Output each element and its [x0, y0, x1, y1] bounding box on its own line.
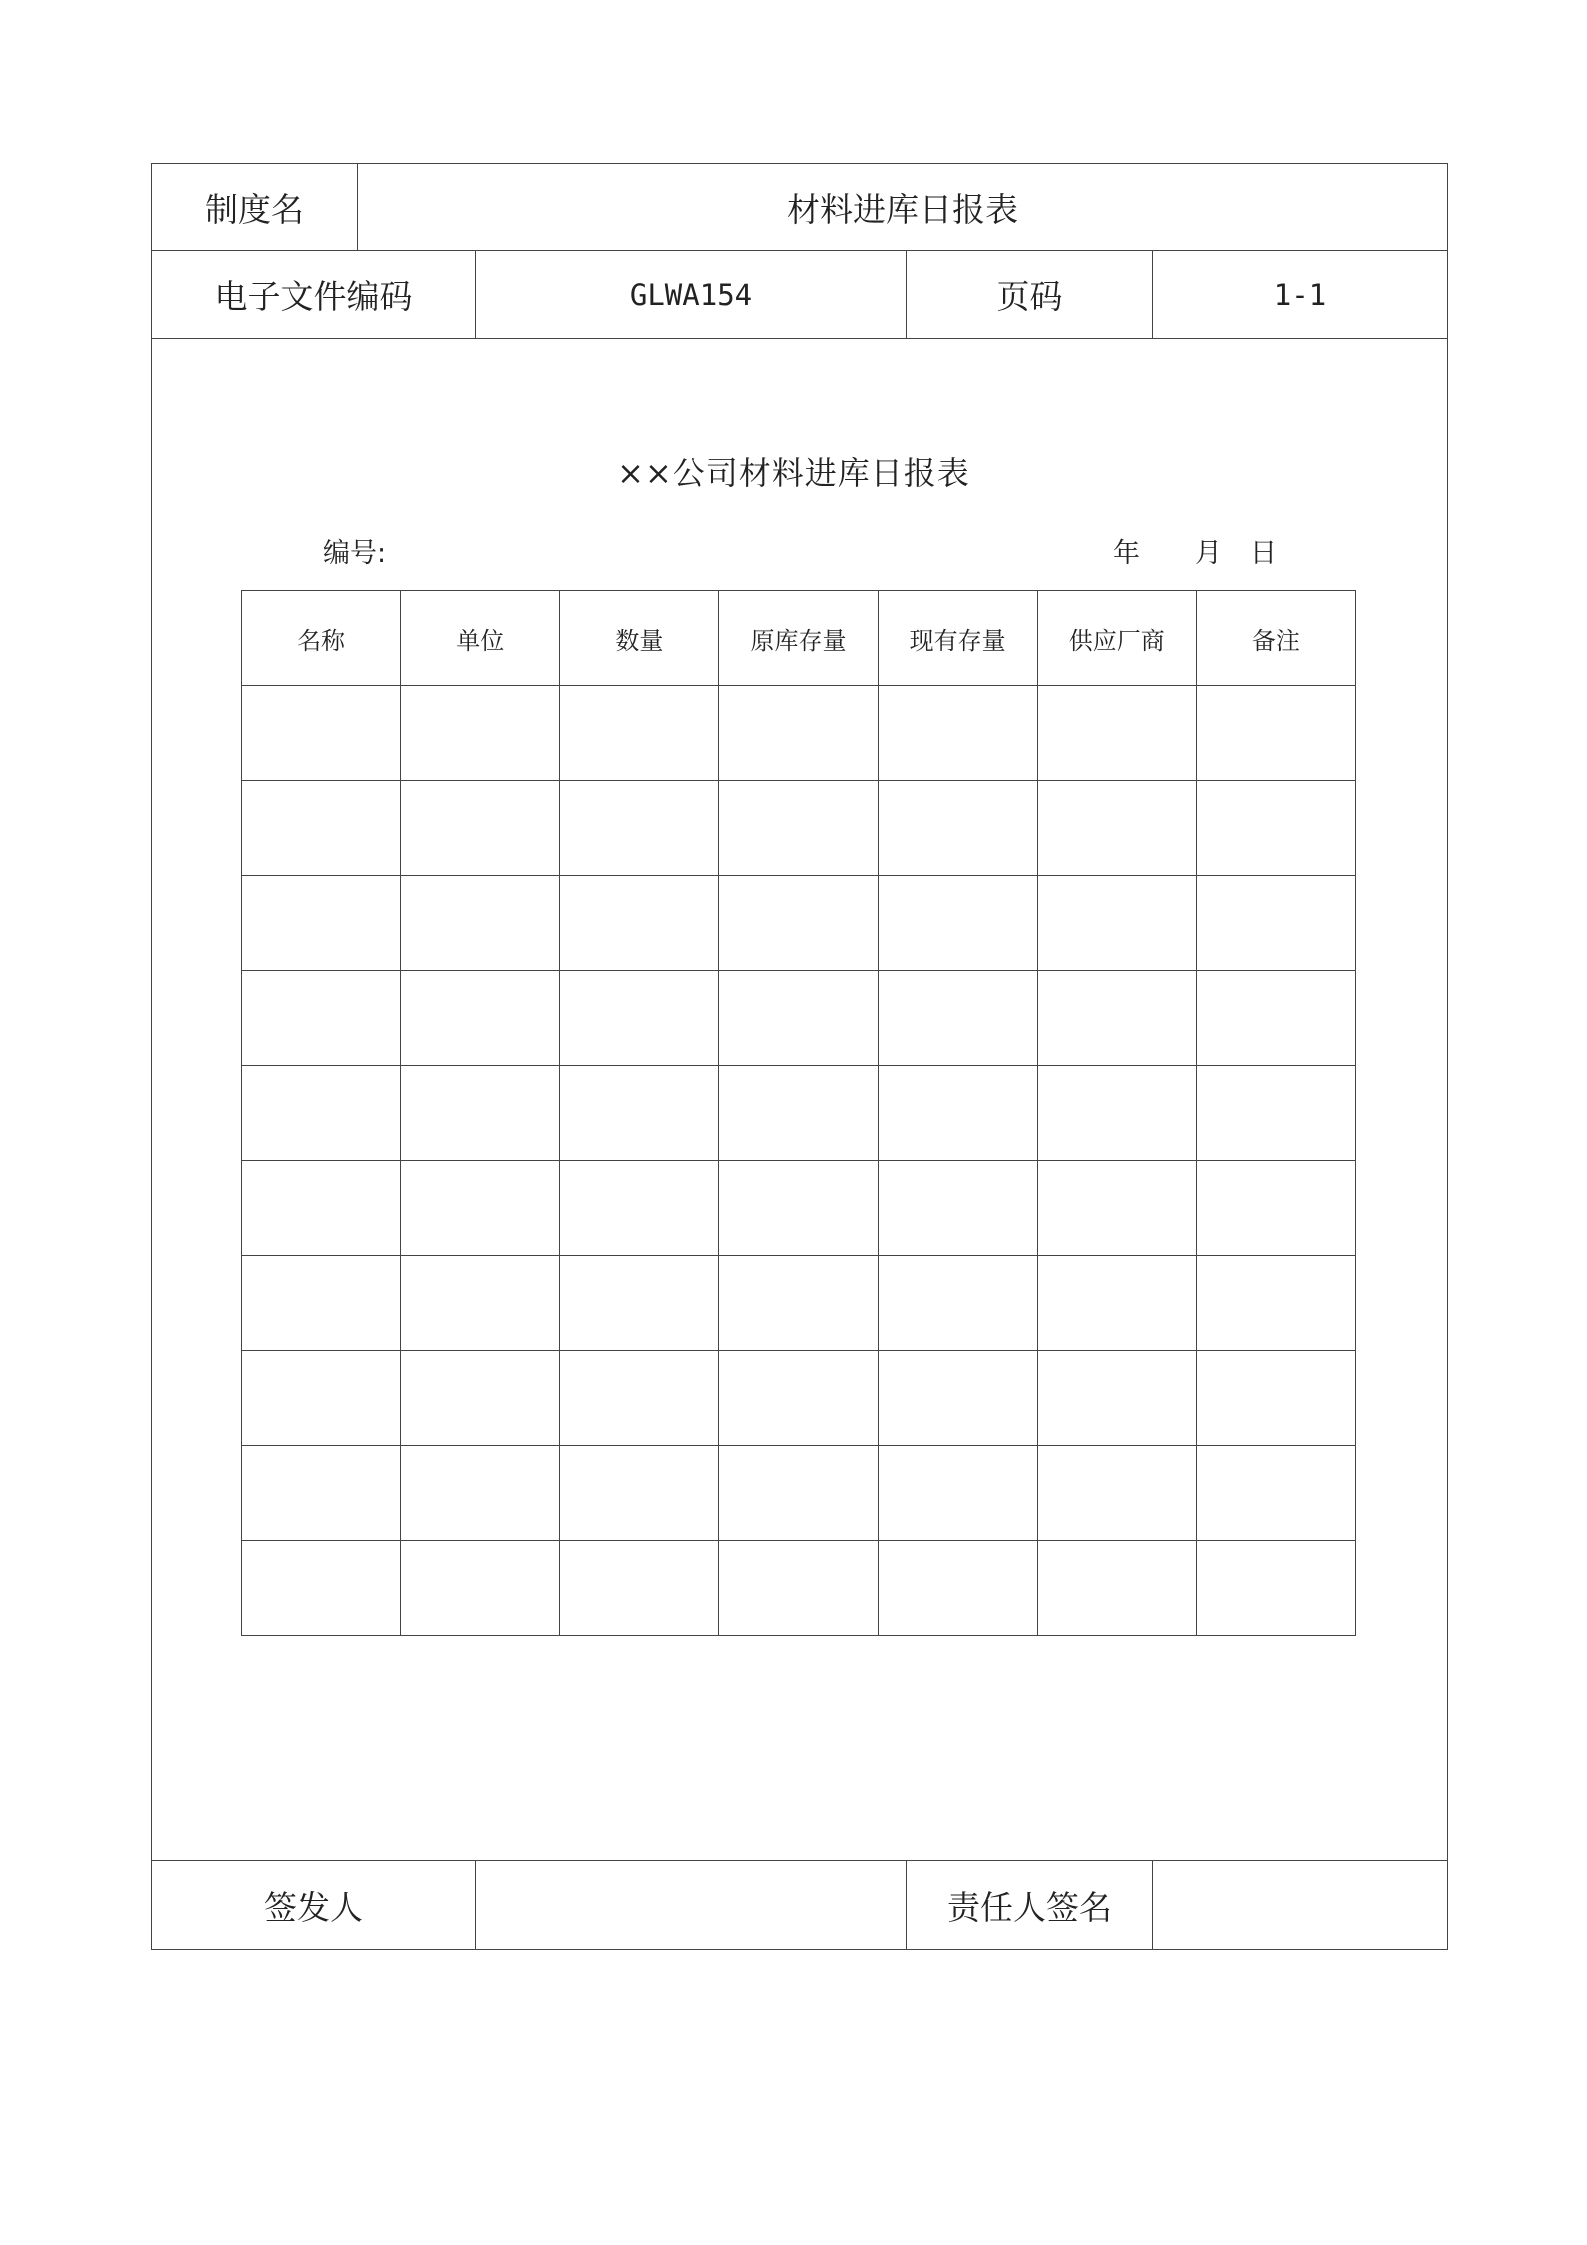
table-cell[interactable]	[878, 1351, 1037, 1446]
table-cell[interactable]	[1037, 1256, 1196, 1351]
system-name-label: 制度名	[152, 164, 358, 251]
table-cell[interactable]	[242, 1161, 401, 1256]
column-header-name: 名称	[242, 591, 401, 686]
table-cell[interactable]	[878, 1161, 1037, 1256]
table-cell[interactable]	[719, 1161, 878, 1256]
table-cell[interactable]	[719, 971, 878, 1066]
table-cell[interactable]	[1196, 1446, 1355, 1541]
month-label: 月	[1195, 538, 1222, 569]
table-row	[242, 781, 1356, 876]
table-cell[interactable]	[1037, 1066, 1196, 1161]
table-cell[interactable]	[878, 1256, 1037, 1351]
table-cell[interactable]	[1196, 971, 1355, 1066]
file-code-label: 电子文件编码	[152, 251, 476, 339]
table-cell[interactable]	[242, 686, 401, 781]
table-cell[interactable]	[719, 1256, 878, 1351]
table-cell[interactable]	[401, 1446, 560, 1541]
table-cell[interactable]	[1196, 1541, 1355, 1636]
table-cell[interactable]	[1037, 1446, 1196, 1541]
table-row	[242, 1161, 1356, 1256]
table-header-row	[242, 591, 1356, 686]
table-cell[interactable]	[1196, 1161, 1355, 1256]
table-cell[interactable]	[1037, 1541, 1196, 1636]
table-cell[interactable]	[719, 1066, 878, 1161]
table-row	[242, 1446, 1356, 1541]
table-cell[interactable]	[878, 686, 1037, 781]
table-row	[242, 1351, 1356, 1446]
table-body	[242, 686, 1356, 1636]
table-cell[interactable]	[242, 1541, 401, 1636]
table-cell[interactable]	[719, 686, 878, 781]
responsible-signature-value[interactable]	[1153, 1860, 1447, 1949]
table-cell[interactable]	[719, 1351, 878, 1446]
table-cell[interactable]	[878, 1066, 1037, 1161]
table-cell[interactable]	[401, 1256, 560, 1351]
table-cell[interactable]	[878, 781, 1037, 876]
table-cell[interactable]	[1196, 686, 1355, 781]
table-cell[interactable]	[1037, 1161, 1196, 1256]
table-cell[interactable]	[719, 781, 878, 876]
column-header-unit: 单位	[401, 591, 560, 686]
table-row	[242, 971, 1356, 1066]
table-cell[interactable]	[560, 1446, 719, 1541]
file-code-value: GLWA154	[476, 251, 907, 339]
number-label: 编号:	[323, 538, 387, 569]
table-cell[interactable]	[560, 1351, 719, 1446]
column-header-quantity: 数量	[560, 591, 719, 686]
table-row	[242, 1066, 1356, 1161]
table-cell[interactable]	[719, 1446, 878, 1541]
table-cell[interactable]	[401, 1066, 560, 1161]
table-cell[interactable]	[560, 1066, 719, 1161]
table-cell[interactable]	[719, 876, 878, 971]
table-cell[interactable]	[560, 971, 719, 1066]
table-cell[interactable]	[401, 781, 560, 876]
table-cell[interactable]	[401, 1541, 560, 1636]
table-cell[interactable]	[1037, 1351, 1196, 1446]
table-cell[interactable]	[242, 1256, 401, 1351]
table-cell[interactable]	[401, 686, 560, 781]
system-name-value: 材料进库日报表	[358, 164, 1447, 251]
table-cell[interactable]	[560, 1161, 719, 1256]
table-cell[interactable]	[1037, 781, 1196, 876]
table-cell[interactable]	[242, 876, 401, 971]
table-row	[242, 1256, 1356, 1351]
table-cell[interactable]	[401, 971, 560, 1066]
table-cell[interactable]	[1037, 686, 1196, 781]
table-cell[interactable]	[878, 1446, 1037, 1541]
table-cell[interactable]	[242, 781, 401, 876]
year-label: 年	[1113, 538, 1140, 569]
table-cell[interactable]	[560, 1256, 719, 1351]
table-cell[interactable]	[560, 686, 719, 781]
table-cell[interactable]	[719, 1541, 878, 1636]
table-cell[interactable]	[1037, 971, 1196, 1066]
table-cell[interactable]	[560, 876, 719, 971]
table-cell[interactable]	[1196, 876, 1355, 971]
page-label: 页码	[907, 251, 1153, 339]
table-row	[242, 686, 1356, 781]
form-title: ××公司材料进库日报表	[617, 454, 970, 492]
column-header-remarks: 备注	[1196, 591, 1355, 686]
table-cell[interactable]	[1196, 1256, 1355, 1351]
table-cell[interactable]	[401, 1351, 560, 1446]
table-row	[242, 876, 1356, 971]
table-cell[interactable]	[560, 781, 719, 876]
table-cell[interactable]	[1196, 1351, 1355, 1446]
table-cell[interactable]	[401, 1161, 560, 1256]
table-cell[interactable]	[878, 971, 1037, 1066]
day-label: 日	[1250, 538, 1277, 569]
table-cell[interactable]	[1196, 1066, 1355, 1161]
material-intake-table	[241, 590, 1356, 1636]
table-cell[interactable]	[242, 1066, 401, 1161]
table-cell[interactable]	[242, 1351, 401, 1446]
responsible-signature-label: 责任人签名	[907, 1860, 1153, 1949]
table-cell[interactable]	[560, 1541, 719, 1636]
table-cell[interactable]	[242, 971, 401, 1066]
column-header-supplier: 供应厂商	[1037, 591, 1196, 686]
column-header-original-stock: 原库存量	[719, 591, 878, 686]
column-header-current-stock: 现有存量	[878, 591, 1037, 686]
table-cell[interactable]	[401, 876, 560, 971]
page-value: 1-1	[1153, 251, 1447, 339]
issuer-value[interactable]	[476, 1860, 907, 1949]
table-row	[242, 1541, 1356, 1636]
table-cell[interactable]	[878, 1541, 1037, 1636]
table-cell[interactable]	[878, 876, 1037, 971]
issuer-label: 签发人	[152, 1860, 476, 1949]
table-cell[interactable]	[242, 1446, 401, 1541]
table-cell[interactable]	[1196, 781, 1355, 876]
table-cell[interactable]	[1037, 876, 1196, 971]
